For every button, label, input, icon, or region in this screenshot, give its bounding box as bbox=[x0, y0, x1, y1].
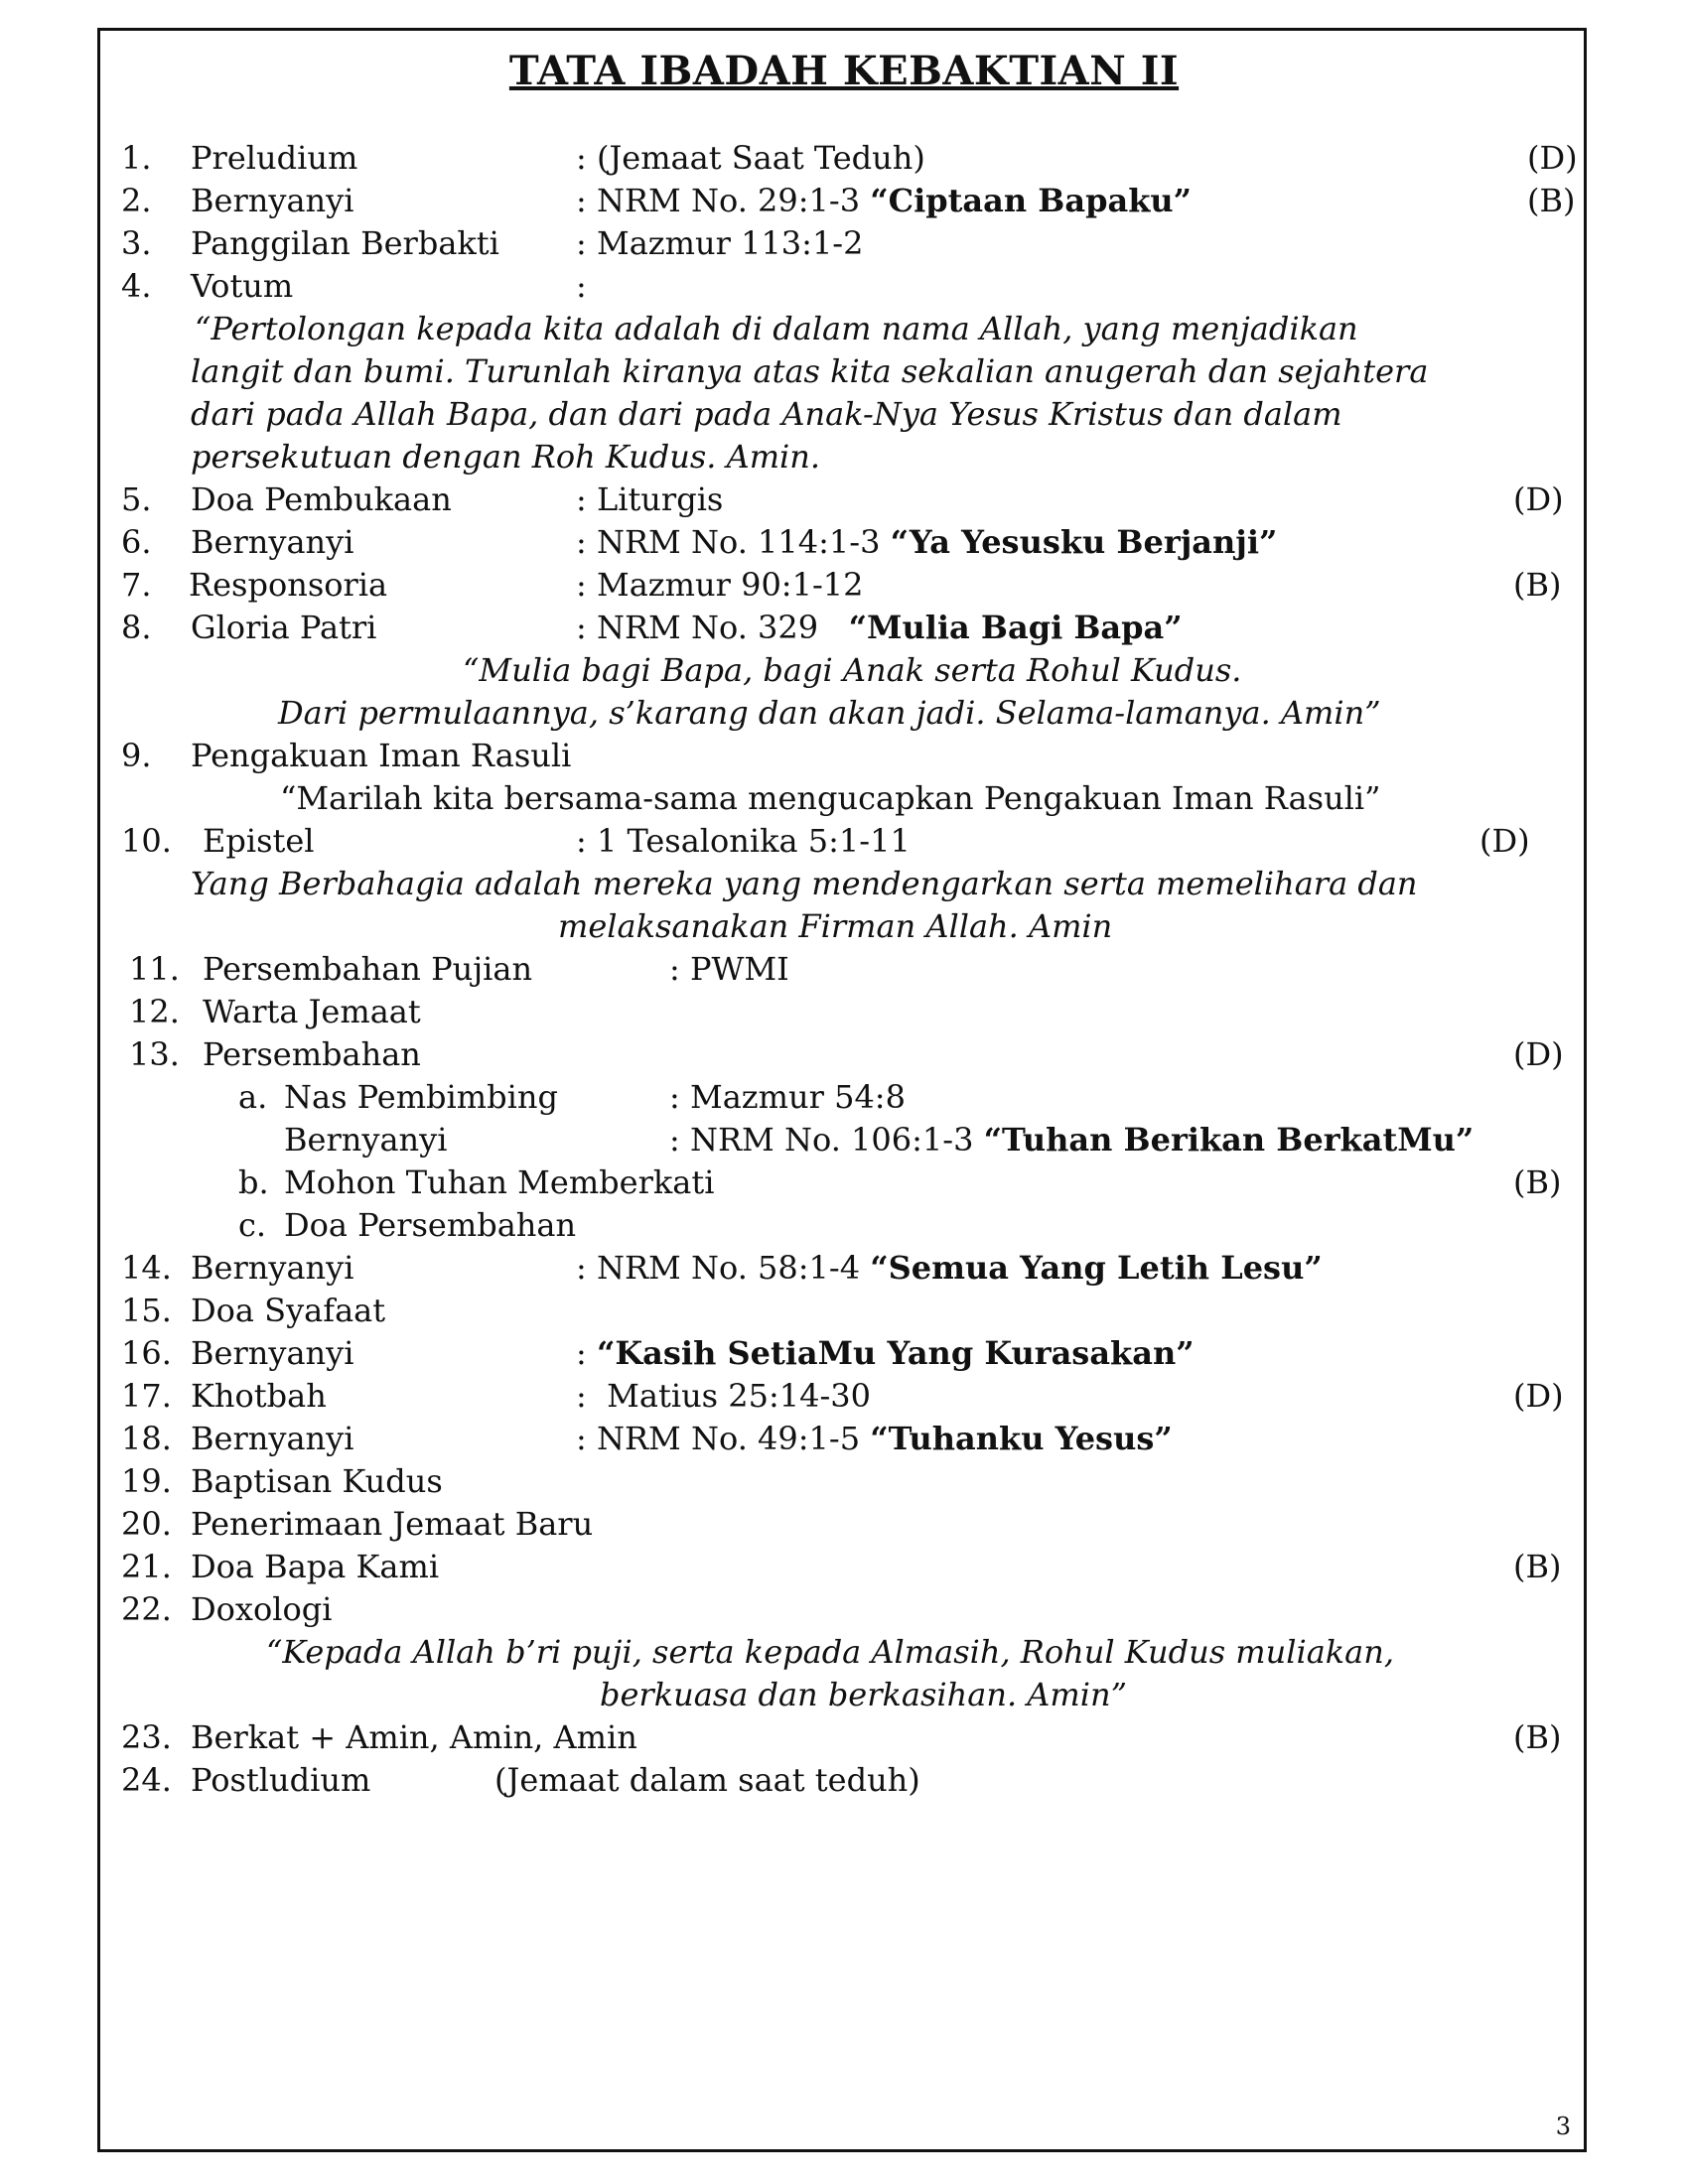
item-number: 9. bbox=[121, 737, 152, 774]
item-number: 19. bbox=[121, 1462, 172, 1500]
gloria-text-line bbox=[0, 692, 1688, 735]
item-label: Doxologi bbox=[191, 1590, 333, 1628]
item-label: Epistel bbox=[203, 822, 315, 860]
list-item bbox=[0, 1375, 1688, 1418]
list-item bbox=[0, 222, 1688, 265]
item-value: (Jemaat dalam saat teduh) bbox=[494, 1761, 920, 1799]
list-item bbox=[0, 948, 1688, 991]
italic-text: “Mulia bagi Bapa, bagi Anak serta Rohul Kudus. bbox=[463, 651, 1242, 689]
item-code: (D) bbox=[1513, 1377, 1564, 1415]
italic-text: melaksanakan Firman Allah. Amin bbox=[558, 907, 1113, 945]
item-label: Doa Pembukaan bbox=[191, 480, 452, 518]
item-number: 13. bbox=[129, 1035, 180, 1073]
page-number: 3 bbox=[1555, 2113, 1571, 2140]
item-number: 20. bbox=[121, 1505, 172, 1543]
item-number: 22. bbox=[121, 1590, 172, 1628]
item-code: (B) bbox=[1513, 1718, 1562, 1756]
list-item bbox=[0, 1247, 1688, 1290]
item-code: (D) bbox=[1527, 139, 1578, 177]
list-item bbox=[0, 137, 1688, 180]
item-label: Votum bbox=[191, 267, 294, 305]
item-number: 7. bbox=[121, 566, 152, 604]
item-value: : Mazmur 113:1-2 bbox=[576, 224, 864, 262]
epistle-response-line bbox=[0, 905, 1688, 948]
item-letter: a. bbox=[238, 1078, 268, 1116]
item-value bbox=[576, 1418, 1173, 1460]
item-letter: b. bbox=[238, 1163, 269, 1201]
votum-text-line bbox=[0, 393, 1688, 436]
list-item bbox=[0, 820, 1688, 863]
sub-item bbox=[0, 1161, 1688, 1204]
item-label: Penerimaan Jemaat Baru bbox=[191, 1505, 594, 1543]
item-value: : bbox=[576, 267, 587, 305]
list-item bbox=[0, 1503, 1688, 1546]
sub-item bbox=[0, 1119, 1688, 1161]
song-title: “Mulia Bagi Bapa” bbox=[848, 609, 1183, 646]
doxology-text-line bbox=[0, 1674, 1688, 1716]
item-label: Berkat + Amin, Amin, Amin bbox=[191, 1718, 637, 1756]
list-item bbox=[0, 1332, 1688, 1375]
list-item bbox=[0, 478, 1688, 521]
italic-text: persekutuan dengan Roh Kudus. Amin. bbox=[191, 438, 821, 476]
item-code: (B) bbox=[1513, 1163, 1562, 1201]
item-label: Doa Bapa Kami bbox=[191, 1548, 440, 1585]
item-value bbox=[576, 1332, 1195, 1375]
item-value bbox=[669, 1119, 1474, 1161]
item-label: Preludium bbox=[191, 139, 358, 177]
song-title: “Ya Yesusku Berjanji” bbox=[890, 523, 1278, 561]
hymn-reference: : NRM No. 114:1-3 bbox=[576, 523, 881, 561]
item-label: Bernyanyi bbox=[191, 523, 354, 561]
item-value: : Mazmur 90:1-12 bbox=[576, 566, 864, 604]
list-item bbox=[0, 1716, 1688, 1759]
item-number: 8. bbox=[121, 609, 152, 646]
liturgy-list bbox=[0, 137, 1688, 1802]
item-number: 21. bbox=[121, 1548, 172, 1585]
list-item bbox=[0, 265, 1688, 308]
list-item bbox=[0, 1033, 1688, 1076]
item-number: 6. bbox=[121, 523, 152, 561]
creed-invitation-line bbox=[0, 777, 1688, 820]
hymn-reference: : NRM No. 49:1-5 bbox=[576, 1420, 861, 1457]
hymn-reference: : NRM No. 329 bbox=[576, 609, 819, 646]
italic-text: langit dan bumi. Turunlah kiranya atas kita sekalian anugerah dan sejahtera bbox=[191, 352, 1429, 390]
item-label: Doa Syafaat bbox=[191, 1292, 386, 1329]
item-label: Baptisan Kudus bbox=[191, 1462, 443, 1500]
list-item bbox=[0, 1546, 1688, 1588]
item-value: : Mazmur 54:8 bbox=[669, 1078, 906, 1116]
item-number: 18. bbox=[121, 1420, 172, 1457]
hymn-reference: : NRM No. 58:1-4 bbox=[576, 1249, 861, 1287]
song-title: “Ciptaan Bapaku” bbox=[870, 182, 1193, 219]
song-title: “Semua Yang Letih Lesu” bbox=[870, 1249, 1323, 1287]
list-item bbox=[0, 1588, 1688, 1631]
item-label: Doa Persembahan bbox=[284, 1206, 577, 1244]
italic-text: berkuasa dan berkasihan. Amin” bbox=[600, 1676, 1127, 1713]
item-label: Bernyanyi bbox=[191, 1334, 354, 1372]
item-label: Gloria Patri bbox=[191, 609, 377, 646]
item-number: 5. bbox=[121, 480, 152, 518]
item-number: 12. bbox=[129, 993, 180, 1030]
hymn-reference: : NRM No. 106:1-3 bbox=[669, 1121, 974, 1159]
hymn-reference: : bbox=[576, 1334, 587, 1372]
item-label: Persembahan Pujian bbox=[203, 950, 533, 988]
item-label: Nas Pembimbing bbox=[284, 1078, 558, 1116]
item-number: 11. bbox=[129, 950, 180, 988]
sub-item bbox=[0, 1076, 1688, 1119]
document-title: TATA IBADAH KEBAKTIAN II bbox=[508, 48, 1180, 94]
italic-text: dari pada Allah Bapa, dan dari pada Anak-Nya Yesus Kristus dan dalam bbox=[191, 395, 1342, 433]
list-item bbox=[0, 607, 1688, 649]
item-number: 3. bbox=[121, 224, 152, 262]
item-number: 23. bbox=[121, 1718, 172, 1756]
item-value: : PWMI bbox=[669, 950, 789, 988]
list-item bbox=[0, 521, 1688, 564]
doxology-text-line bbox=[0, 1631, 1688, 1674]
item-value: : Matius 25:14-30 bbox=[576, 1377, 872, 1415]
hymn-reference: : NRM No. 29:1-3 bbox=[576, 182, 861, 219]
item-label: Warta Jemaat bbox=[203, 993, 421, 1030]
list-item bbox=[0, 1759, 1688, 1802]
item-label: Bernyanyi bbox=[191, 182, 354, 219]
votum-text-line bbox=[0, 350, 1688, 393]
list-item bbox=[0, 1460, 1688, 1503]
plain-text: “Marilah kita bersama-sama mengucapkan Pengakuan Iman Rasuli” bbox=[280, 779, 1381, 817]
italic-text: Yang Berbahagia adalah mereka yang mendengarkan serta memelihara dan bbox=[191, 865, 1418, 902]
item-code: (B) bbox=[1527, 182, 1576, 219]
votum-text-line bbox=[0, 308, 1688, 350]
item-label: Postludium bbox=[191, 1761, 371, 1799]
item-value bbox=[576, 521, 1277, 564]
item-label: Mohon Tuhan Memberkati bbox=[284, 1163, 715, 1201]
item-value: : Liturgis bbox=[576, 480, 724, 518]
item-label: Responsoria bbox=[189, 566, 388, 604]
item-value bbox=[576, 1247, 1323, 1290]
item-code: (D) bbox=[1513, 1035, 1564, 1073]
item-code: (D) bbox=[1513, 480, 1564, 518]
list-item bbox=[0, 180, 1688, 222]
sub-item bbox=[0, 1204, 1688, 1247]
item-code: (B) bbox=[1513, 566, 1562, 604]
italic-text: “Kepada Allah b’ri puji, serta kepada Almasih, Rohul Kudus muliakan, bbox=[266, 1633, 1395, 1671]
song-title: “Tuhan Berikan BerkatMu” bbox=[983, 1121, 1475, 1159]
item-number: 17. bbox=[121, 1377, 172, 1415]
item-number: 24. bbox=[121, 1761, 172, 1799]
item-label: Bernyanyi bbox=[191, 1420, 354, 1457]
italic-text: “Pertolongan kepada kita adalah di dalam nama Allah, yang menjadikan bbox=[195, 310, 1358, 347]
item-number: 14. bbox=[121, 1249, 172, 1287]
item-value: : 1 Tesalonika 5:1-11 bbox=[576, 822, 911, 860]
item-label: Bernyanyi bbox=[284, 1121, 448, 1159]
list-item bbox=[0, 1290, 1688, 1332]
song-title: “Tuhanku Yesus” bbox=[870, 1420, 1173, 1457]
item-letter: c. bbox=[238, 1206, 267, 1244]
item-value: : (Jemaat Saat Teduh) bbox=[576, 139, 925, 177]
item-label: Persembahan bbox=[203, 1035, 421, 1073]
item-number: 10. bbox=[121, 822, 172, 860]
epistle-response-line bbox=[0, 863, 1688, 905]
item-label: Bernyanyi bbox=[191, 1249, 354, 1287]
list-item bbox=[0, 991, 1688, 1033]
item-label: Khotbah bbox=[191, 1377, 327, 1415]
item-label: Pengakuan Iman Rasuli bbox=[191, 737, 572, 774]
item-number: 1. bbox=[121, 139, 152, 177]
item-code: (D) bbox=[1479, 822, 1530, 860]
italic-text: Dari permulaannya, s’karang dan akan jadi. Selama-lamanya. Amin” bbox=[278, 694, 1381, 732]
item-number: 15. bbox=[121, 1292, 172, 1329]
list-item bbox=[0, 735, 1688, 777]
item-label: Panggilan Berbakti bbox=[191, 224, 499, 262]
item-value bbox=[576, 180, 1192, 222]
item-number: 4. bbox=[121, 267, 152, 305]
item-number: 16. bbox=[121, 1334, 172, 1372]
song-title: “Kasih SetiaMu Yang Kurasakan” bbox=[596, 1334, 1195, 1372]
list-item bbox=[0, 564, 1688, 607]
item-value bbox=[576, 607, 1183, 649]
item-code: (B) bbox=[1513, 1548, 1562, 1585]
list-item bbox=[0, 1418, 1688, 1460]
votum-text-line bbox=[0, 436, 1688, 478]
gloria-text-line bbox=[0, 649, 1688, 692]
item-number: 2. bbox=[121, 182, 152, 219]
